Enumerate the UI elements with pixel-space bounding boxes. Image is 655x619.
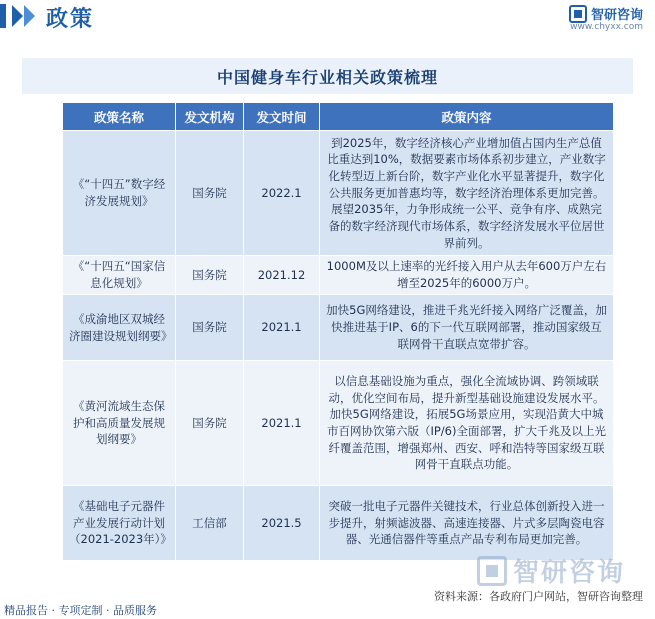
table-row — [63, 295, 614, 361]
column-header-name: 政策名称 — [63, 103, 176, 131]
policy-name: 《“十四五“国家信息化规划》 — [63, 256, 176, 295]
column-header-org: 发文机构 — [176, 103, 244, 131]
column-header-date: 发文时间 — [244, 103, 320, 131]
watermark-text: 智研咨询 — [512, 558, 625, 588]
zhiyan-logo-icon — [569, 5, 587, 23]
policy-date: 2021.12 — [244, 256, 320, 295]
brand-site: www.chyxx.com — [570, 22, 643, 32]
policy-org: 国务院 — [176, 256, 244, 295]
policy-name: 《基础电子元器件产业发展行动计划（2021-2023年）》 — [63, 486, 176, 561]
table-header-row — [63, 103, 614, 131]
brand — [569, 4, 643, 23]
watermark — [477, 552, 625, 589]
zhiyan-logo-icon — [477, 556, 507, 586]
table-row — [63, 486, 614, 561]
policy-content: 加快5G网络建设，推进千兆光纤接入网络广泛覆盖，加快推进基于IP、6的下一代互联网部署，推动国家级互联网骨干直联点宽带扩容。 — [320, 295, 614, 361]
source-note: 资料来源：各政府门户网站，智研咨询整理 — [434, 590, 643, 603]
policy-org: 国务院 — [176, 295, 244, 361]
chevron-right-icon — [24, 5, 35, 27]
policy-org: 国务院 — [176, 361, 244, 486]
policy-content: 突破一批电子元器件关键技术，行业总体创新投入进一步提升，射频滤波器、高速连接器、片式多层陶瓷电容器、光通信器件等重点产品专利布局更加完善。 — [320, 486, 614, 561]
table-title-band — [22, 58, 633, 94]
chevron-right-icon — [12, 5, 23, 27]
policy-org: 国务院 — [176, 131, 244, 256]
policy-name: 《成渝地区双城经济圈建设规划纲要》 — [63, 295, 176, 361]
policy-date: 2021.5 — [244, 486, 320, 561]
policy-date: 2021.1 — [244, 361, 320, 486]
policy-date: 2021.1 — [244, 295, 320, 361]
column-header-content: 政策内容 — [320, 103, 614, 131]
footer-slogan: 精品报告 · 专项定制 · 品质服务 — [4, 604, 157, 617]
policy-content: 到2025年，数字经济核心产业增加值占国内生产总值比重达到10%，数据要素市场体系初步建立，产业数字化转型迈上新台阶，数字产业化水平显著提升，数字化公共服务更加普惠均等，数字经济治理体系更加完善。展望2035年，力争形成统一公平、竞争有序、成熟完备的数字经济现代市场体系，数字经济发展水平位居世界前列。 — [320, 131, 614, 256]
policy-org: 工信部 — [176, 486, 244, 561]
policy-name: 《“十四五”数字经济发展规划》 — [63, 131, 176, 256]
table-title: 中国健身车行业相关政策梳理 — [216, 67, 438, 87]
page-header — [0, 0, 655, 34]
policy-date: 2022.1 — [244, 131, 320, 256]
header-accent-bar — [0, 4, 6, 28]
table-row — [63, 131, 614, 256]
policy-content: 以信息基础设施为重点，强化全流域协调、跨领域联动，优化空间布局，提升新型基础设施建设发展水平。加快5G网络建设，拓展5G场景应用，实现沿黄大中城市百网协饮第六版（IP/6)全面部署，扩大千兆及以上光纤覆盖范围，增强郑州、西安、呼和浩特等国家级互联网骨干直联点功能。 — [320, 361, 614, 486]
section-title: 政策 — [46, 7, 95, 32]
table-row — [63, 256, 614, 295]
table-row — [63, 361, 614, 486]
policy-content: 1000M及以上速率的光纤接入用户从去年600万户左右增至2025年的6000万户。 — [320, 256, 614, 295]
page-footer — [0, 595, 655, 619]
brand-name: 智研咨询 — [590, 8, 643, 23]
policy-name: 《黄河流域生态保护和高质量发展规划纲要》 — [63, 361, 176, 486]
policy-table — [62, 102, 614, 561]
